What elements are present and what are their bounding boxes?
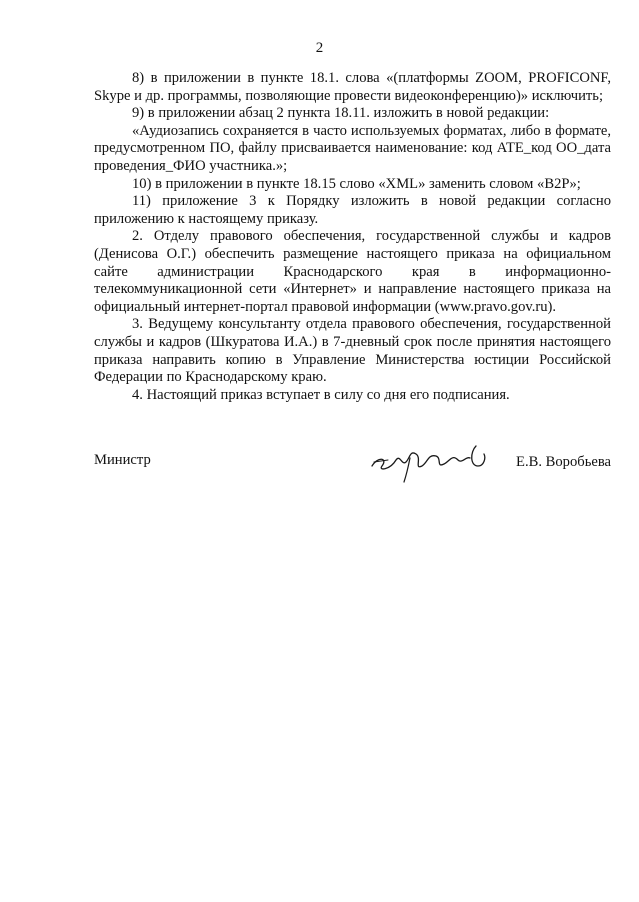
paragraph-quote: «Аудиозапись сохраняется в часто используемых форматах, либо в формате, предусмотренном ПО, файлу присваивается наименование: код АТЕ_код ОО_дата проведения_ФИО участника.»; — [94, 122, 611, 174]
paragraph-point-2: 2. Отделу правового обеспечения, государственной службы и кадров (Денисова О.Г.) обеспечить размещение настоящего приказа на официальном сайте администрации Краснодарского края в информационно-телекоммуникационной сети «Интернет» и направление настоящего приказа на официальный интернет-портал правовой информации (www.pravo.gov.ru). — [94, 228, 611, 315]
document-body — [94, 70, 611, 404]
signature-block — [94, 442, 611, 492]
paragraph-item-10: 10) в приложении в пункте 18.15 слово «XML» заменить словом «B2P»; — [132, 175, 581, 192]
paragraph-point-3: 3. Ведущему консультанту отдела правового обеспечения, государственной службы и кадров (Шкуратова И.А.) в 7-дневный срок после принятия настоящего приказа направить копию в Управление Министерства юстиции Российской Федерации по Краснодарскому краю. — [94, 316, 611, 386]
paragraph-point-4: 4. Настоящий приказ вступает в силу со дня его подписания. — [132, 386, 510, 403]
paragraph-item-11: 11) приложение 3 к Порядку изложить в новой редакции согласно приложению к настоящему приказу. — [94, 193, 611, 227]
paragraph-item-9: 9) в приложении абзац 2 пункта 18.11. изложить в новой редакции: — [132, 105, 550, 122]
page-number: 2 — [315, 40, 324, 56]
signatory-name: Е.В. Воробьева — [516, 454, 611, 470]
paragraph-item-8: 8) в приложении в пункте 18.1. слова «(платформы ZOOM, PROFICONF, Skype и др. программы, позволяющие провести видеоконференцию)» исключить; — [94, 70, 611, 104]
signatory-position: Министр — [94, 452, 151, 468]
handwritten-signature-icon — [366, 436, 496, 484]
